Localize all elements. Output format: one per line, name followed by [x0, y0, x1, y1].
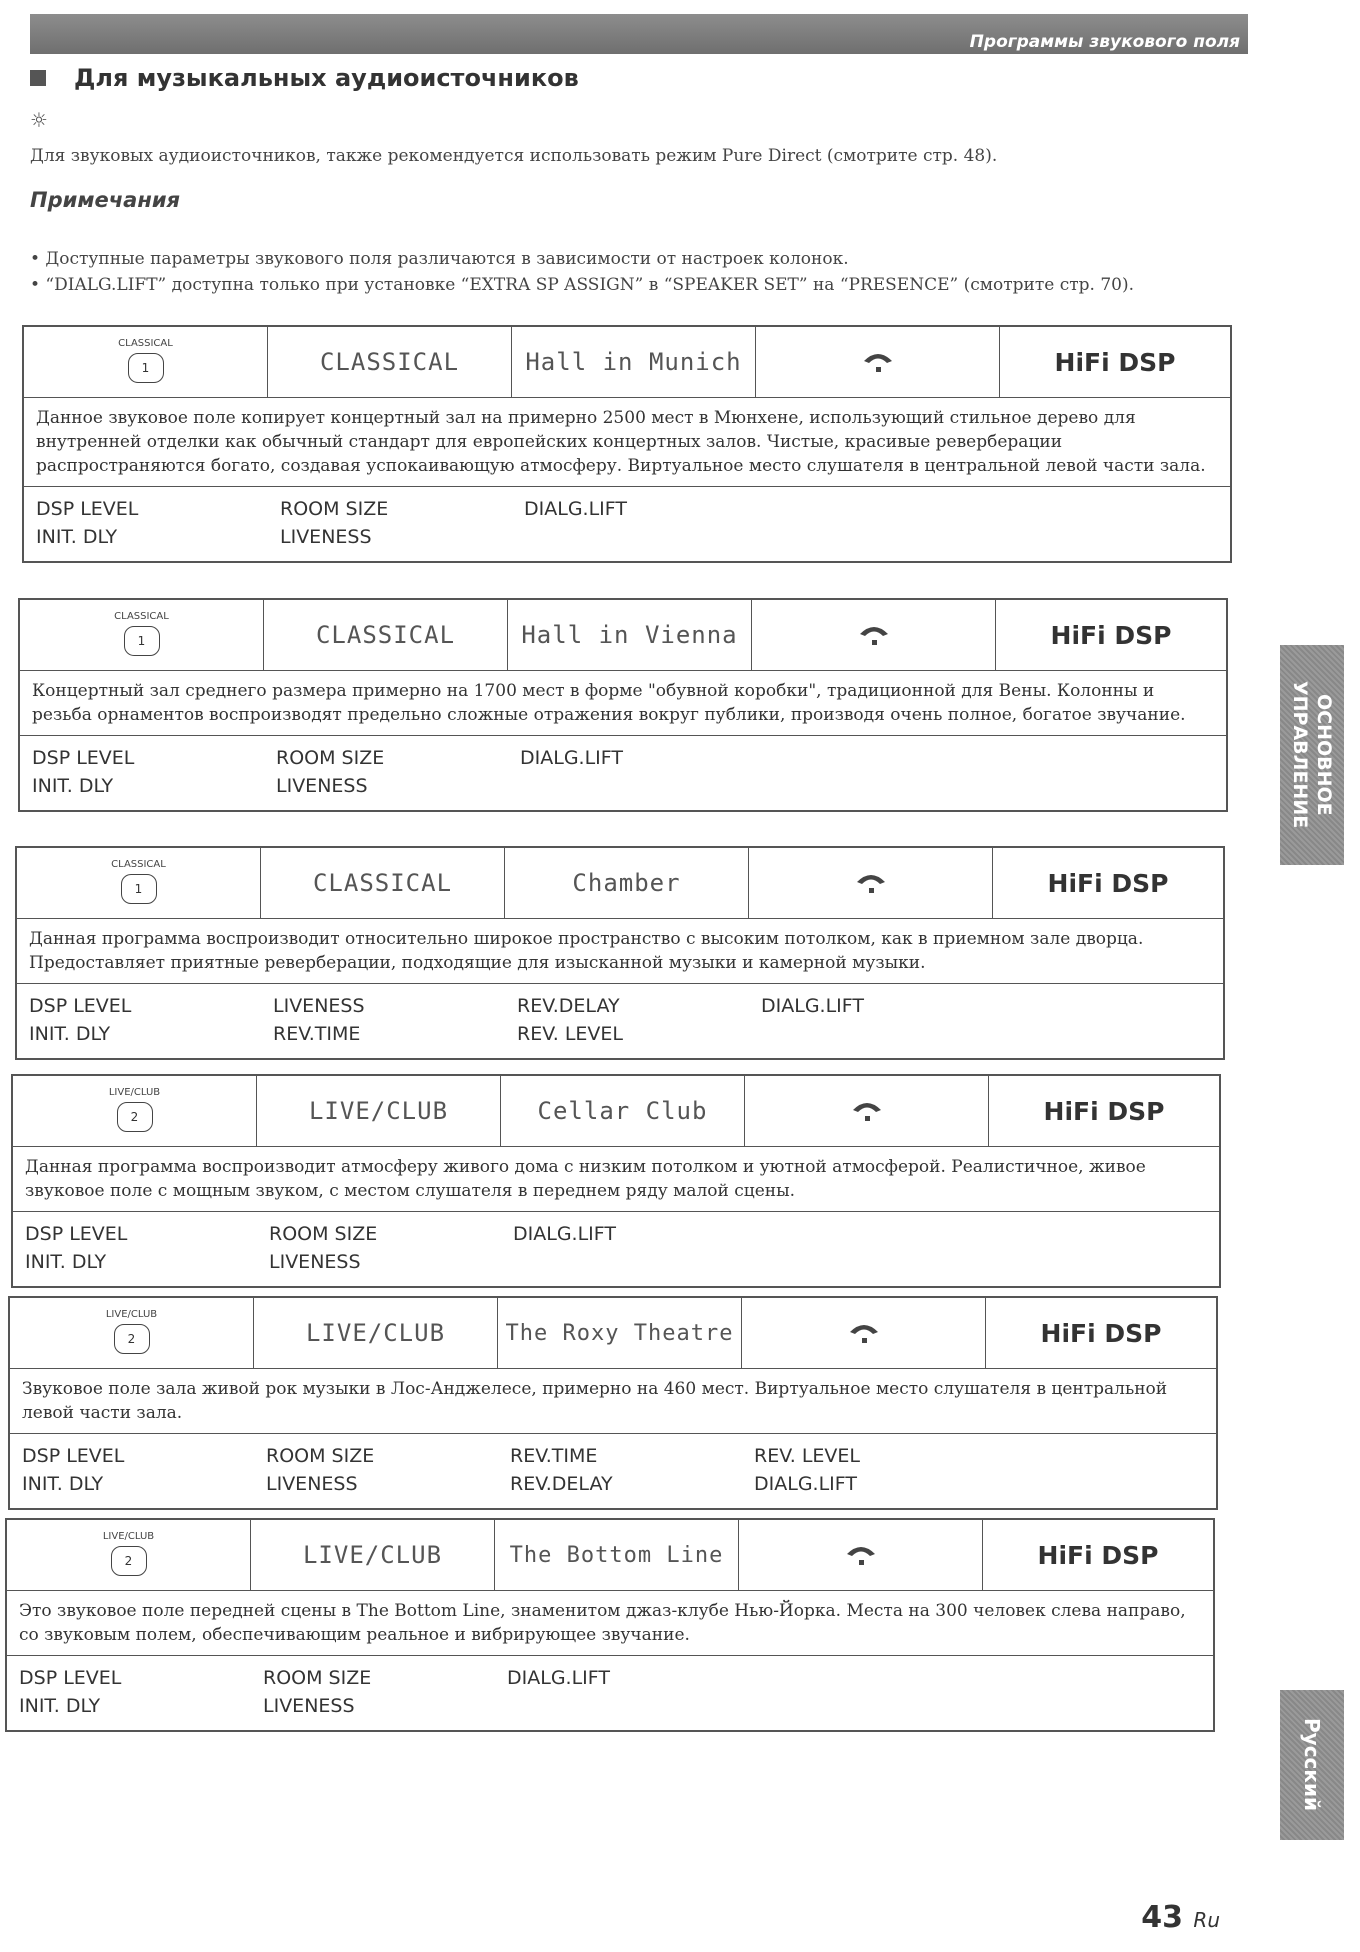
program-icon	[739, 1520, 983, 1590]
program-button: 1	[128, 353, 164, 383]
param: REV. LEVEL	[754, 1445, 861, 1467]
side-tab-language: Русский	[1280, 1690, 1344, 1840]
header-bar	[30, 14, 1248, 54]
speaker-field-icon	[843, 1540, 879, 1570]
param: REV.TIME	[510, 1445, 598, 1467]
lcd-program-name: Hall in Vienna	[508, 600, 752, 670]
lcd-program-name: Cellar Club	[501, 1076, 745, 1146]
note-item: • Доступные параметры звукового поля различаются в зависимости от настроек колонок.	[30, 249, 849, 269]
program-params	[17, 984, 1223, 1058]
program-button: 2	[117, 1102, 153, 1132]
program-box	[5, 1518, 1215, 1732]
page-number-value: 43	[1141, 1900, 1183, 1935]
notes-title: Примечания	[30, 188, 181, 212]
program-params	[20, 736, 1226, 810]
param: DIALG.LIFT	[507, 1667, 610, 1689]
program-key	[24, 327, 268, 397]
param: INIT. DLY	[19, 1695, 101, 1717]
param: ROOM SIZE	[276, 747, 385, 769]
param: DSP LEVEL	[22, 1445, 125, 1467]
param: DSP LEVEL	[29, 995, 132, 1017]
program-key	[17, 848, 261, 918]
lcd-category: LIVE/CLUB	[251, 1520, 495, 1590]
section-title-text: Для музыкальных аудиоисточников	[74, 64, 579, 92]
program-description: Концертный зал среднего размера примерно на 1700 мест в форме "обувной коробки", традиционной для Вены. Колонны и резьба орнаментов воспроизводят предельно сложные отражения вокруг публики, производя очень полное, богатое звучание.	[20, 671, 1226, 736]
hint-text: Для звуковых аудиоисточников, также рекомендуется использовать режим Pure Direct (смотрите стр. 48).	[30, 146, 998, 166]
program-mode: HiFi DSP	[1050, 620, 1172, 650]
program-icon	[756, 327, 1000, 397]
param: REV.DELAY	[517, 995, 620, 1017]
program-category: CLASSICAL	[111, 858, 166, 870]
page-lang: Ru	[1193, 1908, 1220, 1932]
program-button: 1	[121, 874, 157, 904]
program-category: LIVE/CLUB	[108, 1086, 161, 1098]
program-description: Данная программа воспроизводит атмосферу живого дома с низким потолком и уютной атмосферой. Реалистичное, живое звуковое поле с мощным звуком, с местом слушателя в переднем ряду малой сцены.	[13, 1147, 1219, 1212]
param: LIVENESS	[273, 995, 365, 1017]
program-category: LIVE/CLUB	[105, 1308, 158, 1320]
section-title	[30, 64, 579, 92]
note-item: • “DIALG.LIFT” доступна только при установке “EXTRA SP ASSIGN” в “SPEAKER SET” на “PRESENCE” (смотрите стр. 70).	[30, 275, 1134, 295]
program-mode: HiFi DSP	[1054, 347, 1176, 377]
speaker-field-icon	[846, 1318, 882, 1348]
hint-icon: ☼	[30, 108, 48, 132]
program-box	[22, 325, 1232, 563]
param: DSP LEVEL	[32, 747, 135, 769]
param: ROOM SIZE	[263, 1667, 372, 1689]
param: INIT. DLY	[25, 1251, 107, 1273]
lcd-program-name: Chamber	[505, 848, 749, 918]
param: REV.DELAY	[510, 1473, 613, 1495]
program-description: Данное звуковое поле копирует концертный зал на примерно 2500 мест в Мюнхене, использующий стильное дерево для внутренней отделки как обычный стандарт для европейских концертных залов. Чистые, красивые реверберации распространяются богато, создавая успокаивающую атмосферу. Виртуальное место слушателя в центральной левой части зала.	[24, 398, 1230, 487]
speaker-field-icon	[849, 1096, 885, 1126]
program-mode: HiFi DSP	[1037, 1540, 1159, 1570]
lcd-category: CLASSICAL	[268, 327, 512, 397]
program-mode: HiFi DSP	[1040, 1318, 1162, 1348]
speaker-field-icon	[853, 868, 889, 898]
notes-list	[30, 246, 1210, 298]
program-params	[7, 1656, 1213, 1730]
program-key	[20, 600, 264, 670]
program-key	[7, 1520, 251, 1590]
param: DIALG.LIFT	[761, 995, 864, 1017]
param: LIVENESS	[269, 1251, 361, 1273]
program-icon	[752, 600, 996, 670]
lcd-category: LIVE/CLUB	[257, 1076, 501, 1146]
param: INIT. DLY	[22, 1473, 104, 1495]
program-mode: HiFi DSP	[1047, 868, 1169, 898]
param: DIALG.LIFT	[520, 747, 623, 769]
lcd-category: LIVE/CLUB	[254, 1298, 498, 1368]
speaker-field-icon	[860, 347, 896, 377]
program-key	[13, 1076, 257, 1146]
param: REV.TIME	[273, 1023, 361, 1045]
param: DSP LEVEL	[25, 1223, 128, 1245]
param: ROOM SIZE	[269, 1223, 378, 1245]
param: DIALG.LIFT	[524, 498, 627, 520]
program-params	[10, 1434, 1216, 1508]
program-description: Звуковое поле зала живой рок музыки в Лос-Анджелесе, примерно на 460 мест. Виртуальное место слушателя в центральной левой части зала.	[10, 1369, 1216, 1434]
param: LIVENESS	[280, 526, 372, 548]
param: LIVENESS	[266, 1473, 358, 1495]
param: INIT. DLY	[32, 775, 114, 797]
param: DSP LEVEL	[19, 1667, 122, 1689]
program-params	[13, 1212, 1219, 1286]
program-button: 2	[114, 1324, 150, 1354]
lcd-category: CLASSICAL	[264, 600, 508, 670]
lcd-category: CLASSICAL	[261, 848, 505, 918]
square-bullet-icon	[30, 70, 46, 86]
program-description: Это звуковое поле передней сцены в The Bottom Line, знаменитом джаз-клубе Нью-Йорка. Места на 300 человек слева направо, со звуковым полем, обеспечивающим реальное и вибрирующее звучание.	[7, 1591, 1213, 1656]
param: INIT. DLY	[29, 1023, 111, 1045]
program-button: 2	[111, 1546, 147, 1576]
param: DIALG.LIFT	[513, 1223, 616, 1245]
program-box	[15, 846, 1225, 1060]
program-icon	[745, 1076, 989, 1146]
program-category: CLASSICAL	[118, 337, 173, 349]
program-params	[24, 487, 1230, 561]
program-description: Данная программа воспроизводит относительно широкое пространство с высоким потолком, как в приемном зале дворца. Предоставляет приятные реверберации, подходящие для изысканной музыки и камерной музыки.	[17, 919, 1223, 984]
param: LIVENESS	[276, 775, 368, 797]
page-number	[1141, 1900, 1220, 1935]
param: REV. LEVEL	[517, 1023, 624, 1045]
side-tab-basic-operation: ОСНОВНОЕ УПРАВЛЕНИЕ	[1280, 645, 1344, 865]
program-key	[10, 1298, 254, 1368]
param: INIT. DLY	[36, 526, 118, 548]
param: LIVENESS	[263, 1695, 355, 1717]
header-title: Программы звукового поля	[969, 32, 1240, 52]
speaker-field-icon	[856, 620, 892, 650]
program-category: CLASSICAL	[114, 610, 169, 622]
lcd-program-name: Hall in Munich	[512, 327, 756, 397]
program-mode: HiFi DSP	[1043, 1096, 1165, 1126]
program-box	[18, 598, 1228, 812]
lcd-program-name: The Roxy Theatre	[498, 1298, 742, 1368]
param: DIALG.LIFT	[754, 1473, 857, 1495]
program-box	[11, 1074, 1221, 1288]
param: DSP LEVEL	[36, 498, 139, 520]
lcd-program-name: The Bottom Line	[495, 1520, 739, 1590]
program-box	[8, 1296, 1218, 1510]
program-category: LIVE/CLUB	[102, 1530, 155, 1542]
program-icon	[749, 848, 993, 918]
program-button: 1	[124, 626, 160, 656]
program-icon	[742, 1298, 986, 1368]
param: ROOM SIZE	[280, 498, 389, 520]
param: ROOM SIZE	[266, 1445, 375, 1467]
